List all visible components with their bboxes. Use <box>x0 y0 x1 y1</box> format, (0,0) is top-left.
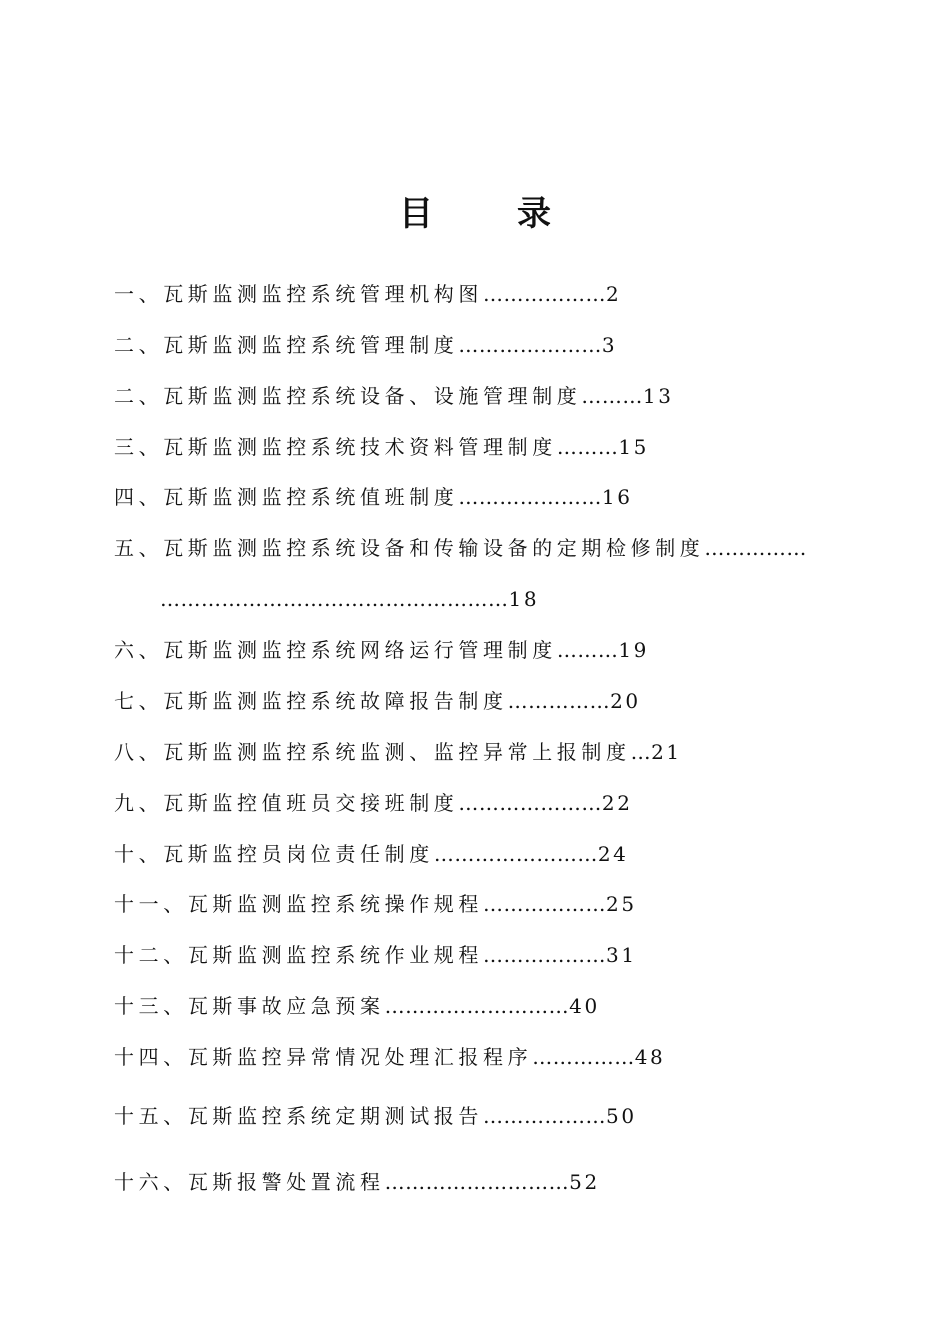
toc-entry-leader: ………………… <box>458 791 602 815</box>
toc-entry-page: 18 <box>508 587 540 611</box>
toc-entry-text: 瓦斯事故应急预案 <box>187 994 385 1018</box>
toc-entry-leader: ……… <box>556 435 619 459</box>
toc-entry-number: 五、 <box>114 536 164 560</box>
toc-entry-leader: … <box>630 740 652 764</box>
toc-entry-page: 22 <box>601 791 633 815</box>
toc-entry-number: 二、 <box>114 333 164 357</box>
toc-entry-leader: ………………… <box>458 333 602 357</box>
toc-entry[interactable] <box>114 1101 637 1131</box>
toc-entry-number: 一、 <box>114 282 164 306</box>
toc-entry-number: 十六、 <box>114 1170 188 1194</box>
toc-entry-leader: ……………… <box>483 282 607 306</box>
toc-entry[interactable] <box>114 839 628 869</box>
toc-entry-page: 52 <box>569 1170 600 1194</box>
toc-entry[interactable] <box>114 889 637 919</box>
toc-entry-leader: ……………… <box>483 943 607 967</box>
toc-entry-number: 十五、 <box>114 1104 188 1128</box>
toc-entry-number: 十一、 <box>114 892 188 916</box>
page-title <box>0 188 950 240</box>
toc-entry-leader: ……………………… <box>384 1170 570 1194</box>
toc-entry-number: 四、 <box>114 485 164 509</box>
toc-entry-text: 瓦斯监测监控系统值班制度 <box>163 485 459 509</box>
toc-entry-leader: ………………… <box>458 485 602 509</box>
toc-entry-page: 40 <box>569 994 600 1018</box>
toc-entry-text: 瓦斯监测监控系统管理制度 <box>163 333 459 357</box>
toc-entry-leader: …………… <box>532 1045 635 1069</box>
toc-entry-number: 十、 <box>114 842 164 866</box>
toc-entry[interactable] <box>114 940 637 970</box>
toc-entry[interactable] <box>114 533 807 563</box>
toc-entry[interactable] <box>114 991 600 1021</box>
toc-entry[interactable] <box>114 330 617 360</box>
toc-entry-text: 瓦斯监测监控系统管理机构图 <box>163 282 484 306</box>
toc-entry[interactable] <box>114 788 633 818</box>
toc-entry-leader: …………………………………………… <box>160 587 509 611</box>
toc-entry-text: 瓦斯监测监控系统技术资料管理制度 <box>163 435 557 459</box>
toc-entry-number: 八、 <box>114 740 164 764</box>
toc-entry[interactable] <box>114 432 649 462</box>
toc-entry[interactable] <box>114 686 641 716</box>
toc-entry-text: 瓦斯监控值班员交接班制度 <box>163 791 459 815</box>
toc-entry-number: 十四、 <box>114 1045 188 1069</box>
toc-entry-page: 19 <box>618 638 649 662</box>
toc-entry-page: 24 <box>597 842 629 866</box>
toc-entry[interactable] <box>114 1042 665 1072</box>
toc-entry[interactable] <box>114 737 682 767</box>
toc-entry-leader: …………… <box>704 536 807 560</box>
toc-entry-text: 瓦斯报警处置流程 <box>187 1170 385 1194</box>
toc-entry-page: 3 <box>601 333 618 357</box>
toc-entry-leader: ……………… <box>483 892 607 916</box>
toc-entry-text: 瓦斯监控异常情况处理汇报程序 <box>187 1045 533 1069</box>
toc-entry-text: 瓦斯监控员岗位责任制度 <box>163 842 434 866</box>
toc-entry-page: 48 <box>634 1045 666 1069</box>
toc-entry[interactable] <box>114 635 649 665</box>
toc-entry-number: 十二、 <box>114 943 188 967</box>
toc-entry-number: 二、 <box>114 384 164 408</box>
page-title-char-2: 录 <box>517 194 551 234</box>
toc-entry-page: 31 <box>606 943 637 967</box>
toc-entry-leader: …………… <box>507 689 611 713</box>
toc-entry-text: 瓦斯监测监控系统监测、监控异常上报制度 <box>163 740 631 764</box>
toc-entry-text: 瓦斯监测监控系统作业规程 <box>187 943 484 967</box>
toc-entry-text: 瓦斯监测监控系统设备、设施管理制度 <box>163 384 582 408</box>
toc-entry[interactable] <box>114 279 621 309</box>
toc-entry-page: 13 <box>642 384 674 408</box>
toc-entry-page: 21 <box>651 740 682 764</box>
toc-entry-page: 25 <box>606 892 637 916</box>
toc-entry-page: 50 <box>606 1104 637 1128</box>
toc-entry-text: 瓦斯监控系统定期测试报告 <box>187 1104 484 1128</box>
toc-entry-number: 九、 <box>114 791 164 815</box>
toc-entry-number: 三、 <box>114 435 164 459</box>
toc-entry-leader: ……… <box>581 384 643 408</box>
toc-entry-text: 瓦斯监测监控系统设备和传输设备的定期检修制度 <box>163 536 705 560</box>
toc-entry-text: 瓦斯监测监控系统故障报告制度 <box>163 689 508 713</box>
toc-entry[interactable] <box>114 482 633 512</box>
toc-entry-number: 十三、 <box>114 994 188 1018</box>
toc-entry-page: 16 <box>601 485 633 509</box>
toc-entry-leader: …………………… <box>433 842 598 866</box>
toc-entry-number: 六、 <box>114 638 164 662</box>
toc-entry-text: 瓦斯监测监控系统操作规程 <box>187 892 484 916</box>
page-title-char-1: 目 <box>399 194 433 234</box>
toc-entry-continuation[interactable] <box>160 584 539 614</box>
toc-entry-leader: ……………………… <box>384 994 570 1018</box>
toc-entry-leader: ……………… <box>483 1104 607 1128</box>
toc-entry-page: 2 <box>606 282 622 306</box>
toc-entry-page: 15 <box>618 435 649 459</box>
toc-entry-text: 瓦斯监测监控系统网络运行管理制度 <box>163 638 557 662</box>
toc-entry-number: 七、 <box>114 689 164 713</box>
toc-entry-leader: ……… <box>556 638 619 662</box>
toc-entry-page: 20 <box>610 689 641 713</box>
toc-entry[interactable] <box>114 1167 600 1197</box>
toc-entry[interactable] <box>114 381 674 411</box>
